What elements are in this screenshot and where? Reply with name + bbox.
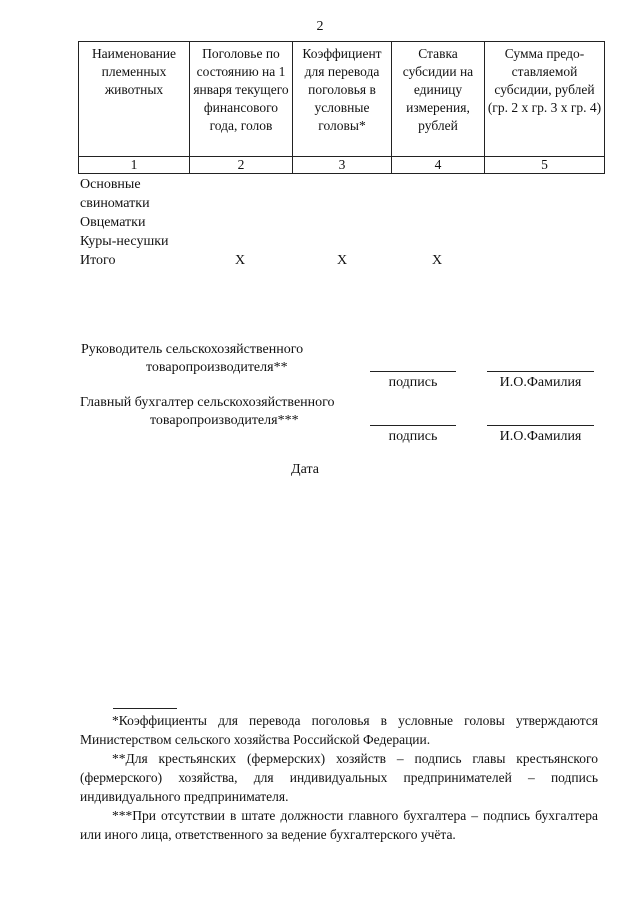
- head-title-line2: товаропроизводителя**: [146, 360, 288, 375]
- column-number: 4: [392, 157, 485, 174]
- footnote-coefficient: *Коэффициенты для перевода поголовья в условные головы утверждаются Министерством сельского хозяйства Российской Федерации.: [80, 713, 598, 747]
- total-row: [80, 251, 600, 270]
- total-col3-mark: Х: [336, 253, 348, 268]
- subsidy-table: [78, 41, 605, 174]
- total-col2-mark: Х: [234, 253, 246, 268]
- footnote-farm-signature: **Для крестьянских (фермерских) хозяйств – подпись главы крестьянского (фермерского) хозяйства, для индивидуальных предпринимателей – подпись индивидуального предпринимателя.: [80, 751, 598, 804]
- column-number: 5: [485, 157, 605, 174]
- head-title-line1: Руководитель сельскохозяйственного: [81, 342, 304, 357]
- column-number: 2: [190, 157, 293, 174]
- head-name-line: [487, 371, 594, 372]
- accountant-name-caption: И.О.Фамилия: [499, 429, 582, 444]
- header-conversion-coefficient: Коэффициент для перевода поголовья в условные головы*: [293, 42, 392, 157]
- head-signature-caption: подпись: [388, 375, 438, 390]
- table-row: [80, 213, 600, 232]
- column-number: 3: [293, 157, 392, 174]
- date-label: Дата: [291, 462, 319, 477]
- header-subsidy-sum: Сумма предо-ставляемой субсидии, рублей (гр. 2 х гр. 3 х гр. 4): [485, 42, 605, 157]
- total-col4-mark: Х: [431, 253, 443, 268]
- header-subsidy-rate: Ставка субсидии на единицу измерения, рублей: [392, 42, 485, 157]
- header-animal-name: Наименование племенных животных: [79, 42, 190, 157]
- table-row: [80, 194, 600, 213]
- accountant-signature-caption: подпись: [388, 429, 438, 444]
- row-name: Итого: [80, 253, 116, 268]
- row-name: Основные: [80, 177, 141, 192]
- row-name: свиноматки: [80, 196, 150, 211]
- accountant-name-line: [487, 425, 594, 426]
- head-signature-line: [370, 371, 456, 372]
- accountant-signature-line: [370, 425, 456, 426]
- head-name-caption: И.О.Фамилия: [499, 375, 582, 390]
- column-number-row: [79, 157, 605, 174]
- footnote-separator: [113, 708, 177, 709]
- table-row: [80, 175, 600, 194]
- table-row: [80, 232, 600, 251]
- page-number: 2: [316, 19, 324, 34]
- accountant-title-line1: Главный бухгалтер сельскохозяйственного: [80, 395, 335, 410]
- footnote-accountant-signature: ***При отсутствии в штате должности главного бухгалтера – подпись бухгалтера или иного лица, ответственного за ведение бухгалтерского учёта.: [80, 808, 598, 842]
- table-header-row: [79, 42, 605, 157]
- footnotes: [80, 711, 598, 844]
- accountant-title-line2: товаропроизводителя***: [150, 413, 299, 428]
- animal-rows: [80, 175, 600, 270]
- column-number: 1: [79, 157, 190, 174]
- row-name: Овцематки: [80, 215, 146, 230]
- header-livestock-count: Поголовье по состоянию на 1 января текущего финансового года, голов: [190, 42, 293, 157]
- row-name: Куры-несушки: [80, 234, 169, 249]
